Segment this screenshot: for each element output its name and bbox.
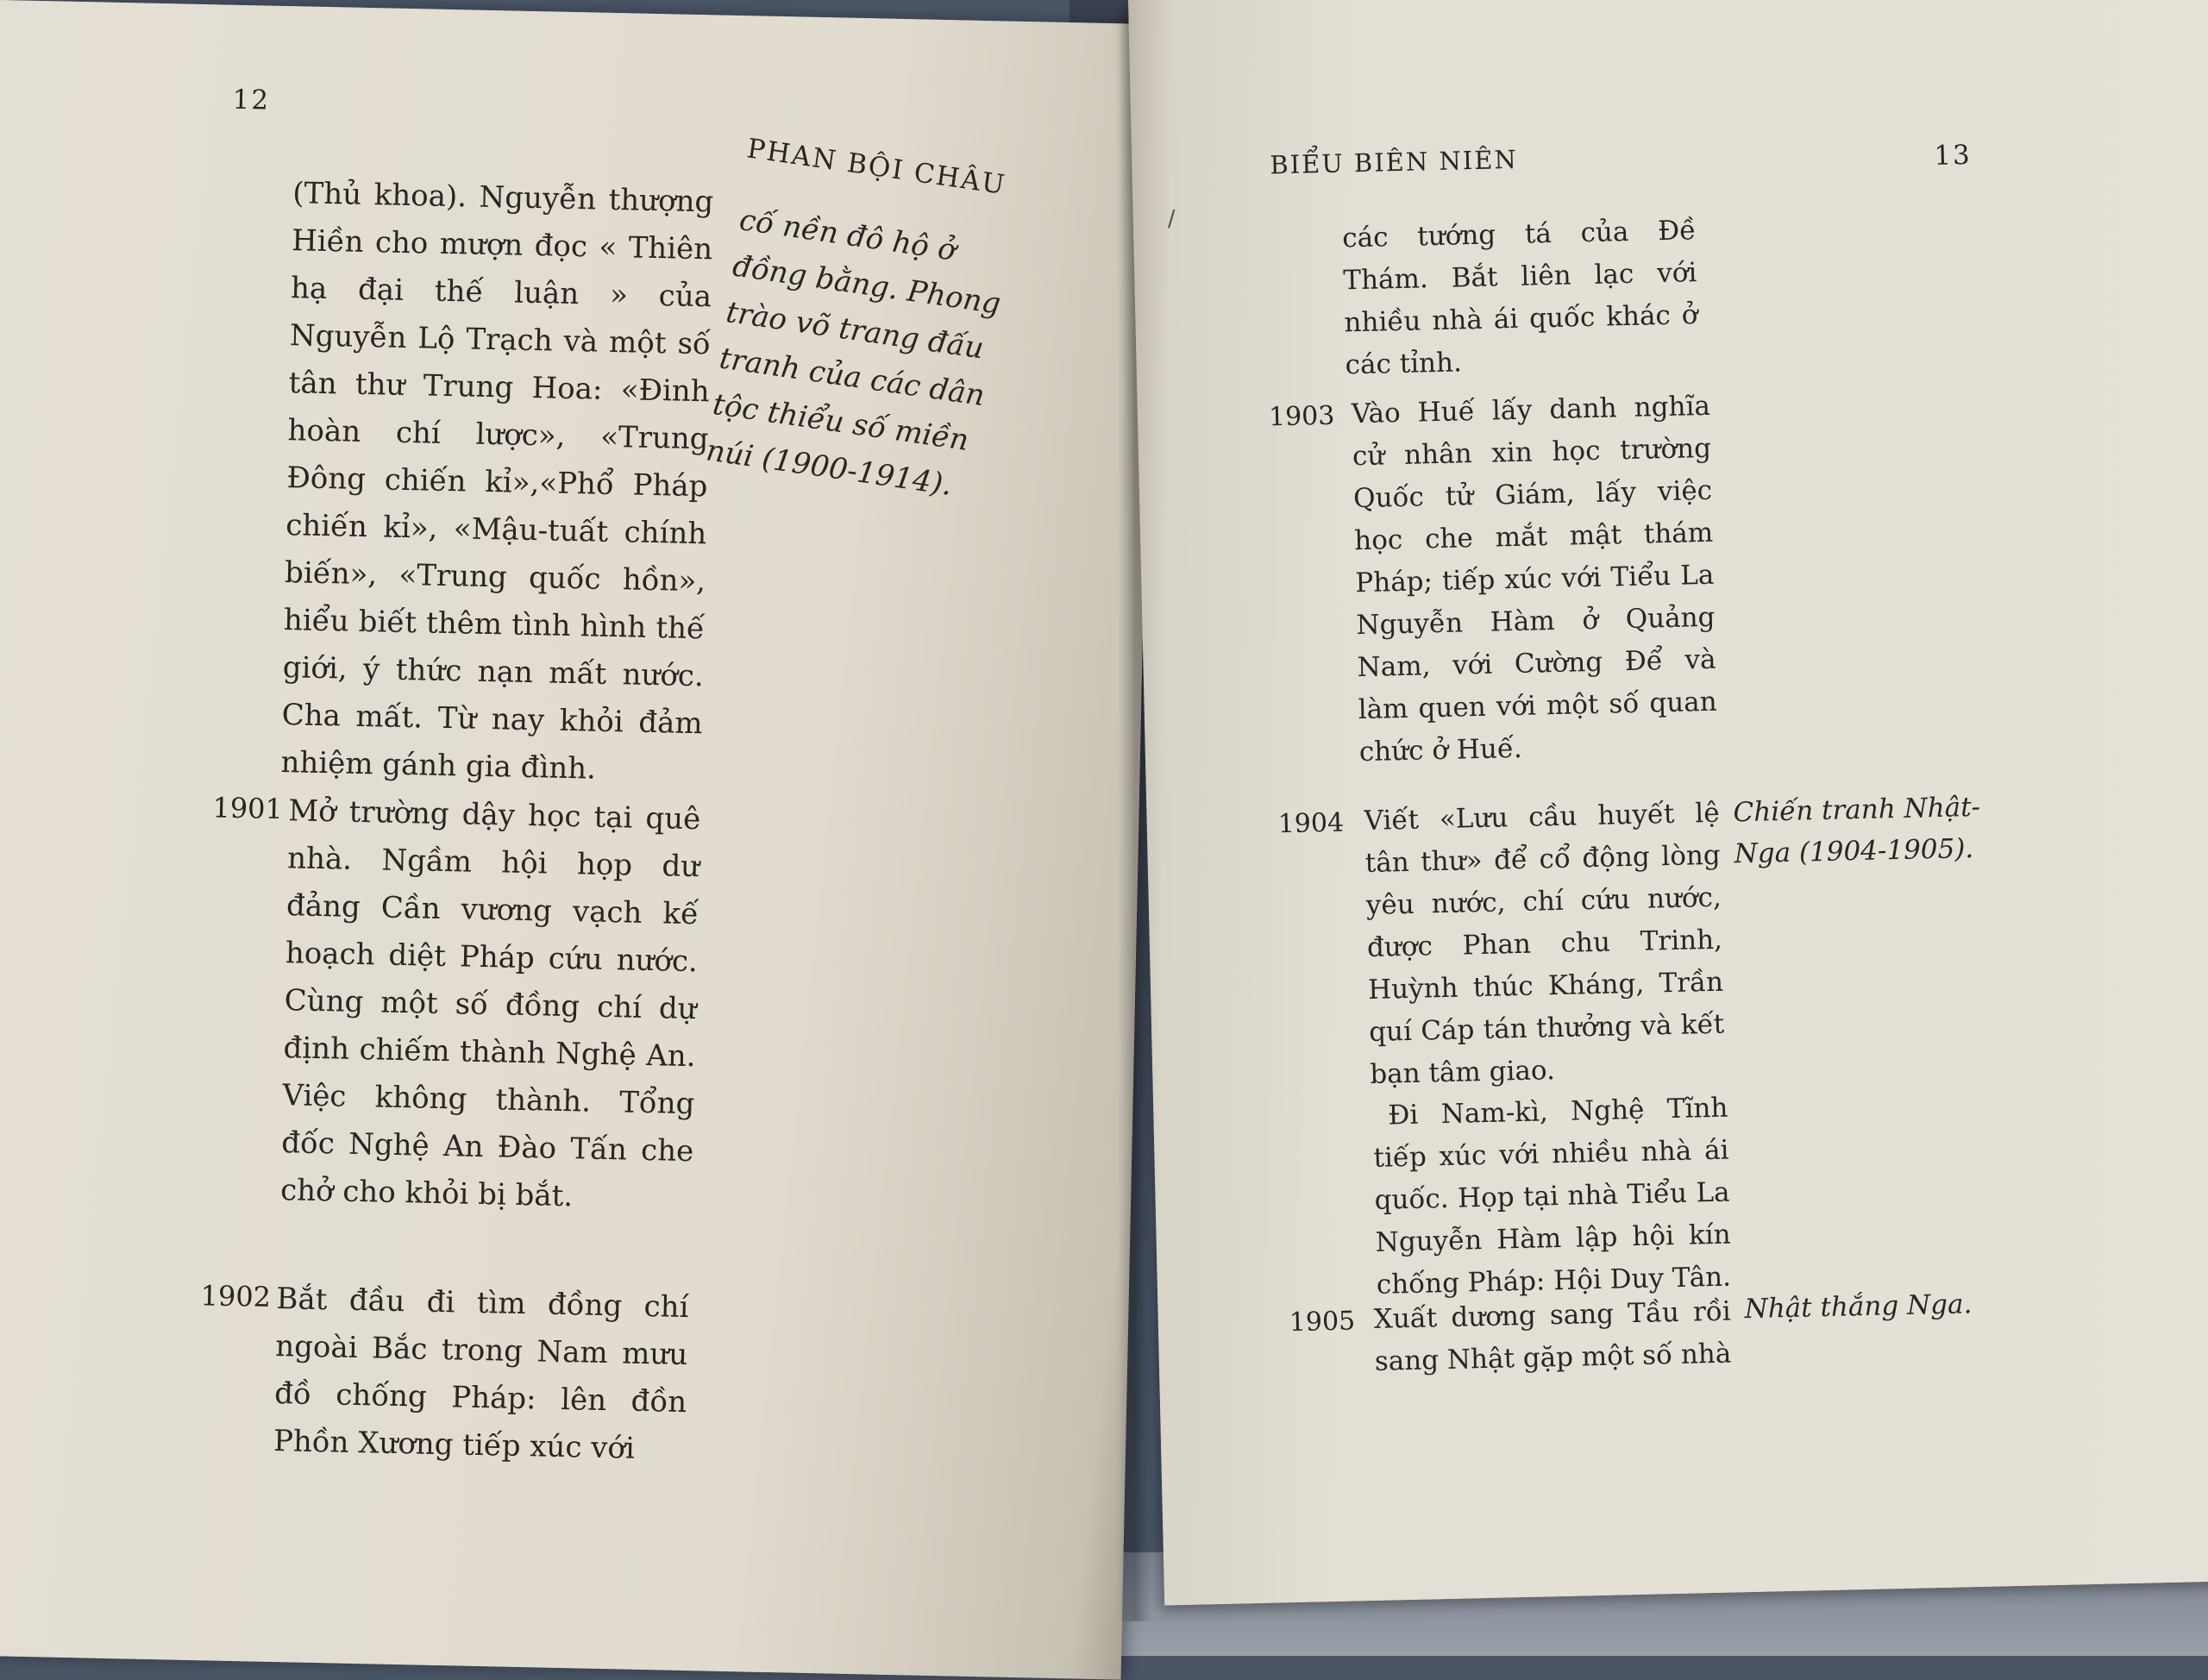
continued-entry-text: (Thủ khoa). Nguyễn thượng Hiền cho mượn đọc « Thiên hạ đại thế luận » của Nguyễn Lộ Trạch và một số tân thư Trung Hoa: «Đinh hoàn chí lược», «Trung Đông chiến kỉ»,«Phổ Pháp chiến kỉ», «Mậu-tuất chính biến», «Trung quốc hồn», hiểu biết thêm tình hình thế giới, ý thức nạn mất nước. Cha mất. Từ nay khỏi đảm nhiệm gánh gia đình.: [280, 176, 714, 787]
page-number: 13: [1933, 139, 1973, 172]
right-page: [1128, 0, 2208, 1606]
page-number: 12: [232, 84, 271, 116]
historical-context-note-1904: Chiến tranh Nhật-Nga (1904-1905).: [1733, 791, 1981, 870]
running-header: PHAN BỘI CHÂU: [744, 133, 1008, 202]
entry-text-1904: Viết «Lưu cầu huyết lệ tân thư» để cổ động lòng yêu nước, chí cứu nước, được Phan chu Trinh, Huỳnh thúc Kháng, Trần quí Cáp tán thưởng và kết bạn tâm giao.: [1364, 797, 1725, 1090]
entry-year-1904: 1904: [1277, 807, 1345, 840]
historical-context-note: cố nền đô hộ ở đồng bằng. Phong trào võ trang đấu tranh của các dân tộc thiểu số miền núi (1900-1914).: [704, 203, 1003, 503]
entry-text-1902: Bắt đầu đi tìm đồng chí ngoài Bắc trong Nam mưu đồ chống Pháp: lên đồn Phồn Xương tiếp xúc với: [273, 1282, 689, 1466]
entry-year-1901: 1901: [212, 791, 284, 826]
entry-year-1902: 1902: [200, 1279, 272, 1313]
entry-text-1901: Mở trường dậy học tại quê nhà. Ngầm hội họp dư đảng Cần vương vạch kế hoạch diệt Pháp cứu nước. Cùng một số đồng chí dự định chiếm thành Nghệ An. Việc không thành. Tổng đốc Nghệ An Đào Tấn che chở cho khỏi bị bắt.: [279, 793, 701, 1214]
entry-text-1904-continued: Đi Nam-kì, Nghệ Tĩnh tiếp xúc với nhiều nhà ái quốc. Họp tại nhà Tiểu La Nguyễn Hàm lập hội kín chống Pháp: Hội Duy Tân.: [1373, 1092, 1732, 1301]
entry-text-1905: Xuất dương sang Tầu rồi sang Nhật gặp một số nhà: [1373, 1295, 1732, 1377]
historical-context-note-1905: Nhật thắng Nga.: [1744, 1288, 1973, 1326]
running-header: BIỂU BIÊN NIÊN: [1269, 144, 1519, 180]
entry-year-1905: 1905: [1289, 1306, 1356, 1338]
entry-text-1903: Vào Huế lấy danh nghĩa cử nhân xin học trường Quốc tử Giám, lấy việc học che mắt mật thám Pháp; tiếp xúc với Tiểu La Nguyễn Hàm ở Quảng Nam, với Cường Để và làm quen với một số quan chức ở Huế.: [1351, 390, 1718, 768]
entry-year-1903: 1903: [1268, 400, 1335, 433]
ink-mark: /: [1167, 205, 1176, 233]
continued-entry-text: các tướng tá của Đề Thám. Bắt liên lạc với nhiều nhà ái quốc khác ở các tỉnh.: [1341, 215, 1698, 381]
